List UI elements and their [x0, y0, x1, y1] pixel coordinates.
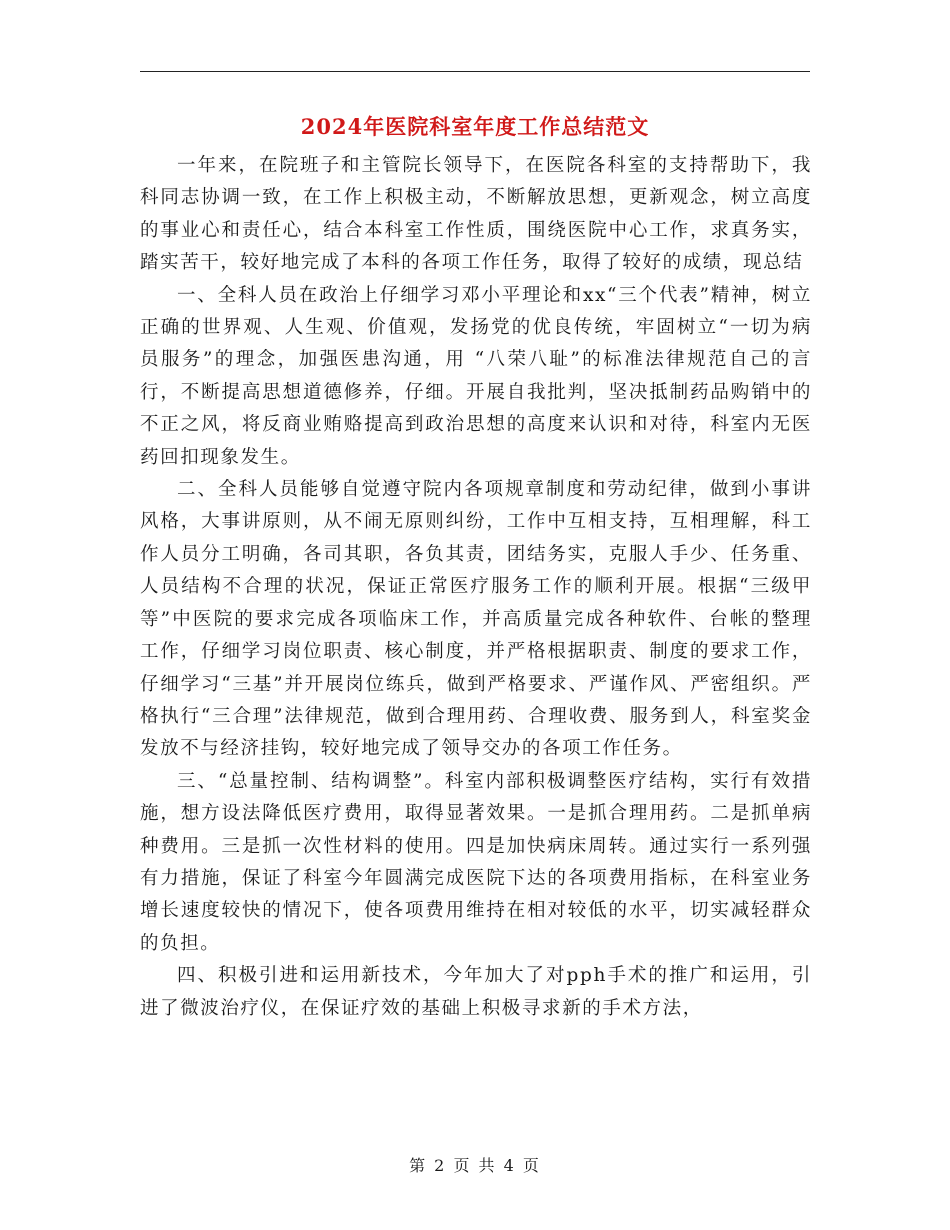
- paragraph-section-2: 二、全科人员能够自觉遵守院内各项规章制度和劳动纪律，做到小事讲风格，大事讲原则，从不闹无原则纠纷，工作中互相支持，互相理解，科工作人员分工明确，各司其职，各负其责，团结务实，克服人手少、任务重、人员结构不合理的状况，保证正常医疗服务工作的顺利开展。根据“三级甲等”中医院的要求完成各项临床工作，并高质量完成各种软件、台帐的整理工作，仔细学习岗位职责、核心制度，并严格根据职责、制度的要求工作，仔细学习“三基”并开展岗位练兵，做到严格要求、严谨作风、严密组织。严格执行“三合理”法律规范，做到合理用药、合理收费、服务到人，科室奖金发放不与经济挂钩，较好地完成了领导交办的各项工作任务。: [140, 479, 812, 760]
- paragraph-section-4: 四、积极引进和运用新技术，今年加大了对pph手术的推广和运用，引进了微波治疗仪，在保证疗效的基础上积极寻求新的手术方法，: [140, 965, 812, 1019]
- document-body: [140, 150, 812, 1025]
- header-rule: [140, 71, 810, 72]
- paragraph-section-1: 一、全科人员在政治上仔细学习邓小平理论和xx“三个代表”精神，树立正确的世界观、人生观、价值观，发扬党的优良传统，牢固树立“一切为病员服务”的理念，加强医患沟通，用 “八荣八耻”的标准法律规范自己的言行，不断提高思想道德修养，仔细。开展自我批判，坚决抵制药品购销中的不正之风，将反商业贿赂提高到政治思想的高度来认识和对待，科室内无医药回扣现象发生。: [140, 284, 812, 468]
- paragraph-section-3: 三、“总量控制、结构调整”。科室内部积极调整医疗结构，实行有效措施，想方设法降低医疗费用，取得显著效果。一是抓合理用药。二是抓单病种费用。三是抓一次性材料的使用。四是加快病床周转。通过实行一系列强有力措施，保证了科室今年圆满完成医院下达的各项费用指标，在科室业务增长速度较快的情况下，使各项费用维持在相对较低的水平，切实减轻群众的负担。: [140, 770, 812, 954]
- paragraph-intro: 一年来，在院班子和主管院长领导下，在医院各科室的支持帮助下，我科同志协调一致，在工作上积极主动，不断解放思想，更新观念，树立高度的事业心和责任心，结合本科室工作性质，围绕医院中心工作，求真务实，踏实苦干，较好地完成了本科的各项工作任务，取得了较好的成绩，现总结: [140, 155, 812, 274]
- page-number-footer: 第 2 页 共 4 页: [409, 1156, 541, 1175]
- document-title: 2024年医院科室年度工作总结范文: [300, 114, 650, 139]
